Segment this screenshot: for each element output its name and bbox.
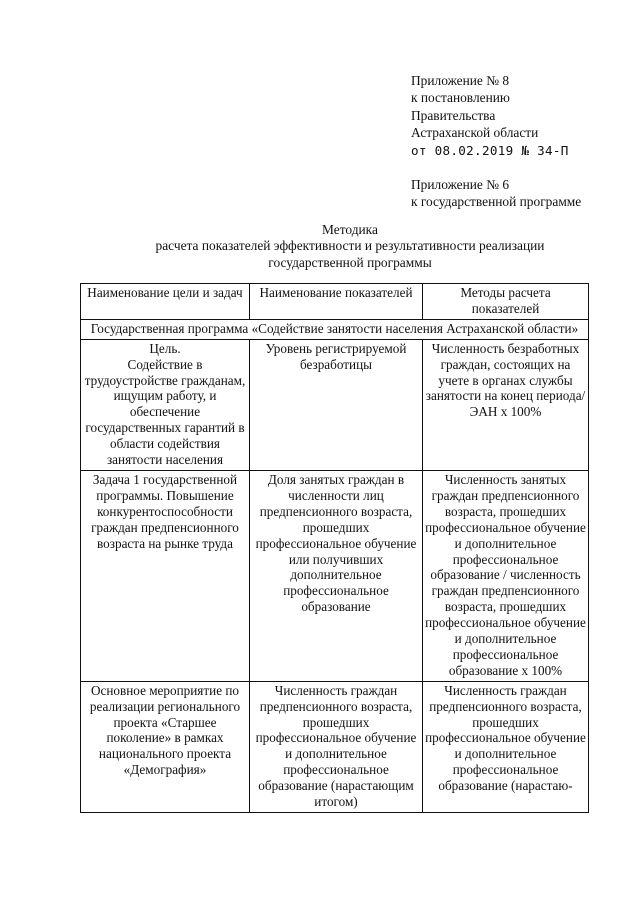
indicator-cell: Доля занятых граждан в численности лиц предпенсионного возраста, прошедших профессиональное обучение или получивших дополнительное профессиональное образование — [250, 470, 423, 681]
annex-6-block — [411, 176, 581, 211]
annex-6-line: Приложение № 6 — [411, 177, 510, 192]
header-indicators: Наименование показателей — [250, 284, 423, 320]
table-row — [81, 339, 589, 470]
method-cell: Численность граждан предпенсионного возраста, прошедших профессиональное обучение и дополнительное профессиональное образование (нарастаю- — [423, 681, 589, 812]
method-cell: Численность занятых граждан предпенсионного возраста, прошедших профессиональное обучение и дополнительное профессиональное образование / численность граждан предпенсионного возраста, прошедших профессиональное обучение и дополнительное профессиональное образование х 100% — [423, 470, 589, 681]
table-header-row — [81, 284, 589, 320]
goal-cell: Задача 1 государственной программы. Повышение конкурентоспособности граждан предпенсионного возраста на рынке труда — [81, 470, 250, 681]
goal-text: Цель. Содействие в трудоустройстве гражданам, ищущим работу, и обеспечение государственных гарантий в области содействия занятости населения — [84, 340, 246, 468]
annex-8-line: Астраханской области — [411, 125, 539, 141]
header-methods: Методы расчета показателей — [423, 284, 589, 320]
document-title — [80, 222, 620, 271]
annex-8-block — [411, 72, 569, 159]
annex-8-line: Правительства — [411, 107, 496, 123]
table-row — [81, 681, 589, 812]
indicators-table — [80, 283, 589, 813]
annex-8-date-line: от 08.02.2019 № 34-П — [411, 142, 569, 158]
indicator-cell: Уровень регистрируемой безработицы — [250, 339, 423, 470]
title-line: Методика — [322, 222, 378, 237]
annex-8-line: Приложение № 8 — [411, 73, 510, 88]
annex-8-line: к постановлению — [411, 90, 510, 106]
annex-6-line: к государственной программе — [411, 194, 582, 210]
goal-cell: Основное мероприятие по реализации регионального проекта «Старшее поколение» в рамках национального проекта «Демография» — [81, 681, 250, 812]
goal-cell — [81, 339, 250, 470]
program-row — [81, 319, 589, 339]
title-line: государственной программы — [268, 254, 432, 270]
program-name-cell: Государственная программа «Содействие занятости населения Астраханской области» — [81, 319, 589, 339]
indicator-cell: Численность граждан предпенсионного возраста, прошедших профессиональное обучение и дополнительное профессиональное образование (нарастающим итогом) — [250, 681, 423, 812]
method-cell: Численность безработных граждан, состоящих на учете в органах службы занятости на конец периода/ЭАН х 100% — [423, 339, 589, 470]
title-line: расчета показателей эффективности и результативности реализации — [155, 238, 545, 254]
header-goals: Наименование цели и задач — [81, 284, 250, 320]
table-row — [81, 470, 589, 681]
